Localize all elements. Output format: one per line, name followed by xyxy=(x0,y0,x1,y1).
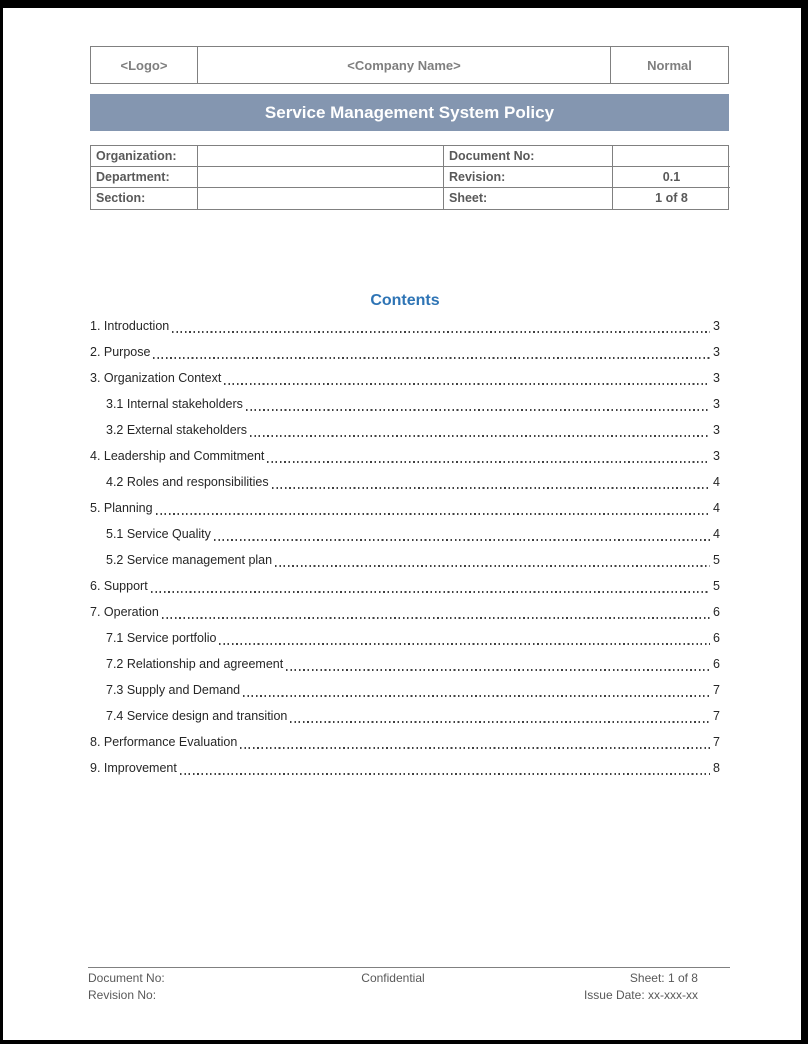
footer-revision-no: Revision No: xyxy=(88,988,157,1002)
toc-item-label: 4. Leadership and Commitment xyxy=(90,449,265,463)
toc-page-number: 4 xyxy=(713,501,720,515)
footer-document-no: Document No: xyxy=(88,971,165,985)
toc-leader-dots xyxy=(245,391,711,417)
toc-item-label: 7.1 Service portfolio xyxy=(106,631,217,645)
toc-item-label: 1. Introduction xyxy=(90,319,170,333)
toc-item[interactable] xyxy=(90,443,720,469)
toc-leader-dots xyxy=(161,599,711,625)
footer-issue-date: Issue Date: xx-xxx-xx xyxy=(583,988,698,1002)
toc-page-number: 7 xyxy=(713,709,720,723)
toc-item[interactable] xyxy=(90,469,720,495)
toc-item[interactable] xyxy=(90,703,720,729)
toc-leader-dots xyxy=(266,443,711,469)
revision-value: 0.1 xyxy=(613,167,730,188)
toc-item-label: 3. Organization Context xyxy=(90,371,222,385)
toc-item-label: 3.2 External stakeholders xyxy=(106,423,248,437)
toc-page-number: 3 xyxy=(713,371,720,385)
toc-item[interactable] xyxy=(90,339,720,365)
toc-page-number: 8 xyxy=(713,761,720,775)
toc-item[interactable] xyxy=(90,651,720,677)
toc-page-number: 7 xyxy=(713,735,720,749)
toc-page-number: 5 xyxy=(713,579,720,593)
toc-leader-dots xyxy=(271,469,711,495)
toc-leader-dots xyxy=(171,313,711,339)
toc-page-number: 6 xyxy=(713,605,720,619)
document-no-value xyxy=(613,146,730,167)
department-label: Department: xyxy=(91,167,198,188)
toc-item-label: 5. Planning xyxy=(90,501,153,515)
toc-page-number: 4 xyxy=(713,527,720,541)
toc-item[interactable] xyxy=(90,547,720,573)
toc-item[interactable] xyxy=(90,521,720,547)
toc-leader-dots xyxy=(179,755,711,781)
toc-item-label: 7. Operation xyxy=(90,605,159,619)
toc-item-label: 8. Performance Evaluation xyxy=(90,735,238,749)
toc-page-number: 7 xyxy=(713,683,720,697)
toc-item[interactable] xyxy=(90,677,720,703)
toc-item-label: 5.2 Service management plan xyxy=(106,553,273,567)
toc-item-label: 4.2 Roles and responsibilities xyxy=(106,475,269,489)
toc-item[interactable] xyxy=(90,599,720,625)
toc-item[interactable] xyxy=(90,625,720,651)
toc-item-label: 9. Improvement xyxy=(90,761,177,775)
toc-leader-dots xyxy=(285,651,711,677)
toc-item[interactable] xyxy=(90,755,720,781)
toc-leader-dots xyxy=(223,365,711,391)
toc-page-number: 6 xyxy=(713,657,720,671)
toc-item[interactable] xyxy=(90,391,720,417)
page-footer xyxy=(88,970,730,1004)
toc-page-number: 3 xyxy=(713,397,720,411)
logo-placeholder: <Logo> xyxy=(91,47,198,83)
toc-leader-dots xyxy=(218,625,711,651)
footer-sheet: Sheet: 1 of 8 xyxy=(629,971,698,985)
toc-page-number: 3 xyxy=(713,319,720,333)
toc-page-number: 4 xyxy=(713,475,720,489)
organization-value xyxy=(198,146,444,167)
toc-leader-dots xyxy=(242,677,711,703)
document-title-banner xyxy=(90,94,729,131)
toc-leader-dots xyxy=(155,495,711,521)
toc-page-number: 6 xyxy=(713,631,720,645)
toc-item-label: 3.1 Internal stakeholders xyxy=(106,397,243,411)
department-value xyxy=(198,167,444,188)
company-name: <Company Name> xyxy=(198,47,611,83)
contents-heading: Contents xyxy=(370,292,440,309)
organization-label: Organization: xyxy=(91,146,198,167)
footer-divider xyxy=(88,967,730,968)
section-label: Section: xyxy=(91,188,198,209)
toc-item[interactable] xyxy=(90,495,720,521)
toc-leader-dots xyxy=(150,573,711,599)
toc-page-number: 3 xyxy=(713,345,720,359)
toc-item[interactable] xyxy=(90,365,720,391)
toc-item-label: 7.3 Supply and Demand xyxy=(106,683,241,697)
sheet-value: 1 of 8 xyxy=(655,191,688,205)
toc-leader-dots xyxy=(213,521,711,547)
revision-label: Revision: xyxy=(444,167,613,188)
section-value xyxy=(198,188,444,209)
toc-item-label: 5.1 Service Quality xyxy=(106,527,211,541)
document-info-table xyxy=(90,145,729,210)
toc-item[interactable] xyxy=(90,417,720,443)
toc-item[interactable] xyxy=(90,313,720,339)
sheet-label: Sheet: xyxy=(444,188,613,209)
toc-page-number: 5 xyxy=(713,553,720,567)
toc-item[interactable] xyxy=(90,573,720,599)
toc-page-number: 3 xyxy=(713,449,720,463)
toc-leader-dots xyxy=(274,547,711,573)
toc-item-label: 7.4 Service design and transition xyxy=(106,709,288,723)
header-table xyxy=(90,46,729,84)
toc-item-label: 7.2 Relationship and agreement xyxy=(106,657,284,671)
document-title: Service Management System Policy xyxy=(264,102,555,122)
document-no-label: Document No: xyxy=(444,146,613,167)
toc-item[interactable] xyxy=(90,729,720,755)
classification-label: Normal xyxy=(647,57,692,73)
table-of-contents xyxy=(90,313,720,781)
toc-leader-dots xyxy=(152,339,711,365)
footer-confidential: Confidential xyxy=(361,971,425,985)
toc-page-number: 3 xyxy=(713,423,720,437)
toc-leader-dots xyxy=(239,729,711,755)
toc-leader-dots xyxy=(289,703,711,729)
toc-leader-dots xyxy=(249,417,711,443)
toc-item-label: 2. Purpose xyxy=(90,345,151,359)
toc-item-label: 6. Support xyxy=(90,579,148,593)
